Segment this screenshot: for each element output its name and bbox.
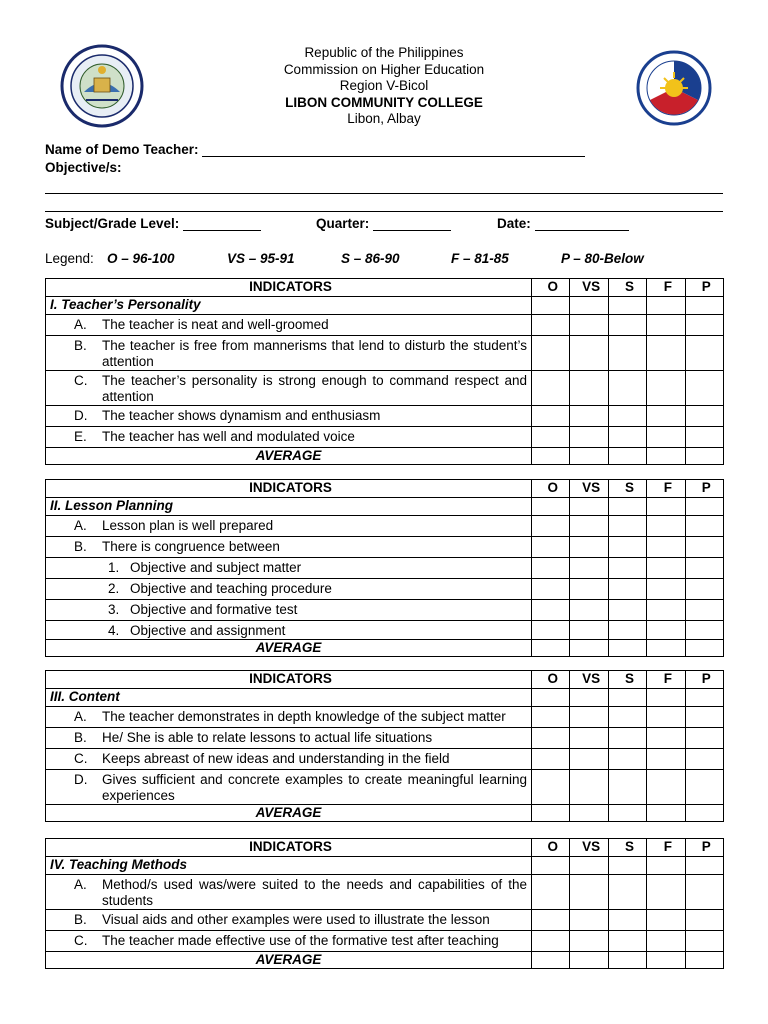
- average-cell[interactable]: [532, 448, 570, 465]
- rating-cell[interactable]: [608, 857, 646, 875]
- item-letter: A.: [74, 317, 87, 332]
- rating-header-p: P: [685, 279, 723, 297]
- rating-cell[interactable]: [532, 315, 570, 336]
- college-location: Libon, Albay: [347, 111, 421, 127]
- average-label: AVERAGE: [46, 805, 532, 822]
- rating-cell[interactable]: [647, 516, 685, 537]
- item-letter: B.: [74, 539, 87, 554]
- objective-line-1[interactable]: [45, 193, 723, 194]
- rating-cell[interactable]: [532, 297, 570, 315]
- rating-cell[interactable]: [647, 336, 685, 371]
- item-number: 4.: [108, 623, 120, 638]
- table-row: [46, 875, 724, 910]
- table-row: [46, 931, 724, 952]
- commission-line: Commission on Higher Education: [283, 61, 485, 77]
- document-header: [0, 45, 768, 128]
- rating-header-vs: VS: [570, 839, 608, 857]
- table-row: [46, 371, 724, 406]
- indicator-text: Visual aids and other examples were used to illustrate the lesson: [102, 912, 490, 927]
- indicator-text: Objective and formative test: [130, 602, 298, 617]
- average-cell[interactable]: [608, 448, 646, 465]
- demo-teacher-field: [45, 142, 723, 157]
- rating-header-p: P: [685, 839, 723, 857]
- item-number: 2.: [108, 581, 120, 596]
- rating-cell[interactable]: [532, 875, 570, 910]
- table-header-row: [46, 480, 724, 498]
- indicator-text: The teacher made effective use of the formative test after teaching: [102, 933, 499, 948]
- rating-header-f: F: [647, 839, 685, 857]
- rating-cell[interactable]: [647, 406, 685, 427]
- item-letter: A.: [74, 877, 87, 892]
- indicator-text: Objective and assignment: [130, 623, 286, 638]
- rating-cell[interactable]: [570, 498, 608, 516]
- legend-f: F – 81-85: [451, 251, 509, 266]
- rating-cell[interactable]: [647, 621, 685, 640]
- average-label: AVERAGE: [46, 640, 532, 657]
- legend-label: Legend:: [45, 251, 94, 266]
- rating-cell[interactable]: [647, 427, 685, 448]
- rating-cell[interactable]: [685, 728, 723, 749]
- rating-cell[interactable]: [532, 689, 570, 707]
- rating-cell[interactable]: [608, 749, 646, 770]
- indicator-text: The teacher shows dynamism and enthusiasm: [102, 408, 381, 423]
- rating-cell[interactable]: [570, 336, 608, 371]
- average-cell[interactable]: [647, 448, 685, 465]
- indicators-header: INDICATORS: [46, 279, 532, 297]
- rating-header-o: O: [532, 671, 570, 689]
- rating-cell[interactable]: [532, 336, 570, 371]
- section-title: IV. Teaching Methods: [46, 857, 532, 875]
- table-row: [46, 621, 724, 640]
- rating-cell[interactable]: [608, 336, 646, 371]
- average-cell[interactable]: [570, 805, 608, 822]
- average-row: [46, 805, 724, 822]
- legend-vs: VS – 95-91: [227, 251, 295, 266]
- rating-cell[interactable]: [685, 315, 723, 336]
- table-row: [46, 910, 724, 931]
- rating-cell[interactable]: [532, 371, 570, 406]
- rating-header-o: O: [532, 480, 570, 498]
- rating-cell[interactable]: [608, 406, 646, 427]
- rating-cell[interactable]: [532, 427, 570, 448]
- rating-cell[interactable]: [647, 931, 685, 952]
- rating-cell[interactable]: [570, 931, 608, 952]
- table-row: [46, 600, 724, 621]
- demo-teacher-label: Name of Demo Teacher:: [45, 142, 199, 157]
- rating-cell[interactable]: [608, 707, 646, 728]
- rating-cell[interactable]: [570, 427, 608, 448]
- rating-cell[interactable]: [647, 600, 685, 621]
- rating-cell[interactable]: [685, 371, 723, 406]
- subject-label: Subject/Grade Level:: [45, 216, 180, 231]
- rating-cell[interactable]: [570, 749, 608, 770]
- rating-cell[interactable]: [647, 910, 685, 931]
- item-letter: D.: [74, 408, 88, 423]
- rating-cell[interactable]: [532, 406, 570, 427]
- average-cell[interactable]: [685, 640, 723, 657]
- table-row: [46, 315, 724, 336]
- table-header-row: [46, 839, 724, 857]
- table-row: [46, 537, 724, 558]
- average-cell[interactable]: [608, 640, 646, 657]
- rating-cell[interactable]: [532, 516, 570, 537]
- rating-cell[interactable]: [608, 537, 646, 558]
- section-title: III. Content: [46, 689, 532, 707]
- table-header-row: [46, 671, 724, 689]
- average-cell[interactable]: [532, 952, 570, 969]
- table-row: [46, 427, 724, 448]
- subject-input[interactable]: [183, 218, 261, 231]
- average-cell[interactable]: [685, 805, 723, 822]
- rating-cell[interactable]: [647, 498, 685, 516]
- rating-cell[interactable]: [647, 875, 685, 910]
- rating-cell[interactable]: [685, 406, 723, 427]
- quarter-label: Quarter:: [316, 216, 370, 231]
- rating-cell[interactable]: [532, 558, 570, 579]
- rating-cell[interactable]: [532, 537, 570, 558]
- rating-cell[interactable]: [685, 875, 723, 910]
- rating-header-s: S: [608, 839, 646, 857]
- indicator-text: Gives sufficient and concrete examples to create meaningful learning experiences: [102, 772, 527, 803]
- rating-cell[interactable]: [608, 689, 646, 707]
- average-cell[interactable]: [532, 805, 570, 822]
- rating-header-f: F: [647, 480, 685, 498]
- indicator-text: The teacher has well and modulated voice: [102, 429, 355, 444]
- quarter-input[interactable]: [373, 218, 451, 231]
- lesson-planning-table: [45, 479, 724, 657]
- rating-header-s: S: [608, 480, 646, 498]
- rating-cell[interactable]: [532, 857, 570, 875]
- rating-cell[interactable]: [532, 770, 570, 805]
- rating-cell[interactable]: [608, 600, 646, 621]
- rating-cell[interactable]: [647, 579, 685, 600]
- personality-table: [45, 278, 724, 465]
- rating-cell[interactable]: [570, 406, 608, 427]
- item-letter: B.: [74, 730, 87, 745]
- rating-cell[interactable]: [647, 315, 685, 336]
- rating-cell[interactable]: [608, 498, 646, 516]
- table-row: [46, 558, 724, 579]
- section-title: II. Lesson Planning: [46, 498, 532, 516]
- rating-cell[interactable]: [685, 621, 723, 640]
- rating-cell[interactable]: [685, 579, 723, 600]
- rating-cell[interactable]: [608, 371, 646, 406]
- rating-cell[interactable]: [685, 749, 723, 770]
- indicator-text: Method/s used was/were suited to the needs and capabilities of the students: [102, 877, 527, 908]
- objective-field: [45, 160, 723, 175]
- indicators-header: INDICATORS: [46, 839, 532, 857]
- rating-cell[interactable]: [608, 516, 646, 537]
- average-row: [46, 952, 724, 969]
- college-name: LIBON COMMUNITY COLLEGE: [285, 94, 483, 110]
- rating-cell[interactable]: [570, 579, 608, 600]
- average-label: AVERAGE: [46, 952, 532, 969]
- rating-cell[interactable]: [570, 621, 608, 640]
- rating-cell[interactable]: [570, 875, 608, 910]
- rating-cell[interactable]: [608, 875, 646, 910]
- item-number: 1.: [108, 560, 120, 575]
- rating-header-vs: VS: [570, 671, 608, 689]
- rating-header-s: S: [608, 279, 646, 297]
- rating-cell[interactable]: [685, 931, 723, 952]
- item-letter: C.: [74, 751, 88, 766]
- rating-cell[interactable]: [570, 689, 608, 707]
- rating-cell[interactable]: [608, 427, 646, 448]
- rating-cell[interactable]: [685, 857, 723, 875]
- rating-cell[interactable]: [532, 707, 570, 728]
- item-number: 3.: [108, 602, 120, 617]
- average-cell[interactable]: [570, 952, 608, 969]
- indicator-text: The teacher is neat and well-groomed: [102, 317, 329, 332]
- table-row: [46, 749, 724, 770]
- rating-header-vs: VS: [570, 279, 608, 297]
- rating-cell[interactable]: [570, 537, 608, 558]
- average-cell[interactable]: [647, 805, 685, 822]
- rating-cell[interactable]: [647, 770, 685, 805]
- rating-cell[interactable]: [608, 579, 646, 600]
- rating-header-p: P: [685, 671, 723, 689]
- legend-s: S – 86-90: [341, 251, 400, 266]
- rating-cell[interactable]: [570, 707, 608, 728]
- rating-cell[interactable]: [647, 558, 685, 579]
- average-cell[interactable]: [570, 448, 608, 465]
- average-label: AVERAGE: [46, 448, 532, 465]
- average-row: [46, 640, 724, 657]
- rating-cell[interactable]: [532, 600, 570, 621]
- average-cell[interactable]: [570, 640, 608, 657]
- table-row: [46, 707, 724, 728]
- item-letter: A.: [74, 709, 87, 724]
- rating-cell[interactable]: [685, 498, 723, 516]
- indicator-text: He/ She is able to relate lessons to actual life situations: [102, 730, 433, 745]
- indicator-text: The teacher is free from mannerisms that lend to disturb the student’s attention: [102, 338, 527, 369]
- quarter-field: [316, 216, 451, 231]
- rating-cell[interactable]: [608, 297, 646, 315]
- rating-cell[interactable]: [532, 749, 570, 770]
- item-letter: B.: [74, 912, 87, 927]
- objective-line-2[interactable]: [45, 211, 723, 212]
- rating-cell[interactable]: [608, 315, 646, 336]
- section-title: I. Teacher’s Personality: [46, 297, 532, 315]
- legend-o: O – 96-100: [107, 251, 175, 266]
- indicator-text: Keeps abreast of new ideas and understanding in the field: [102, 751, 450, 766]
- objective-label: Objective/s:: [45, 160, 122, 175]
- rating-cell[interactable]: [647, 371, 685, 406]
- indicator-text: The teacher demonstrates in depth knowledge of the subject matter: [102, 709, 506, 724]
- rating-cell[interactable]: [685, 336, 723, 371]
- rating-cell[interactable]: [570, 770, 608, 805]
- rating-header-f: F: [647, 279, 685, 297]
- rating-cell[interactable]: [685, 689, 723, 707]
- rating-cell[interactable]: [570, 516, 608, 537]
- rating-cell[interactable]: [570, 315, 608, 336]
- average-cell[interactable]: [685, 952, 723, 969]
- table-row: [46, 406, 724, 427]
- item-letter: E.: [74, 429, 87, 444]
- rating-cell[interactable]: [570, 600, 608, 621]
- item-letter: A.: [74, 518, 87, 533]
- content-table: [45, 670, 724, 822]
- indicator-text: There is congruence between: [102, 539, 280, 554]
- rating-header-f: F: [647, 671, 685, 689]
- average-row: [46, 448, 724, 465]
- rating-cell[interactable]: [685, 600, 723, 621]
- table-row: [46, 516, 724, 537]
- rating-header-s: S: [608, 671, 646, 689]
- indicators-header: INDICATORS: [46, 480, 532, 498]
- item-letter: B.: [74, 338, 87, 353]
- rating-cell[interactable]: [647, 728, 685, 749]
- rating-cell[interactable]: [647, 749, 685, 770]
- rating-legend: [45, 251, 723, 269]
- rating-cell[interactable]: [570, 558, 608, 579]
- rating-cell[interactable]: [532, 910, 570, 931]
- average-cell[interactable]: [608, 952, 646, 969]
- rating-cell[interactable]: [647, 297, 685, 315]
- rating-cell[interactable]: [532, 621, 570, 640]
- item-letter: D.: [74, 772, 88, 787]
- average-cell[interactable]: [608, 805, 646, 822]
- rating-cell[interactable]: [647, 857, 685, 875]
- average-cell[interactable]: [647, 640, 685, 657]
- table-header-row: [46, 279, 724, 297]
- rating-cell[interactable]: [532, 498, 570, 516]
- region-line: Region V-Bicol: [339, 78, 429, 94]
- indicator-text: Objective and teaching procedure: [130, 581, 332, 596]
- indicators-header: INDICATORS: [46, 671, 532, 689]
- subject-field: [45, 216, 261, 231]
- rating-header-vs: VS: [570, 480, 608, 498]
- rating-cell[interactable]: [570, 910, 608, 931]
- rating-cell[interactable]: [608, 558, 646, 579]
- indicator-text: The teacher’s personality is strong enough to command respect and attention: [102, 373, 527, 404]
- rating-cell[interactable]: [608, 931, 646, 952]
- date-input[interactable]: [535, 218, 629, 231]
- rating-cell[interactable]: [685, 558, 723, 579]
- average-cell[interactable]: [685, 448, 723, 465]
- rating-cell[interactable]: [647, 689, 685, 707]
- table-row: [46, 336, 724, 371]
- rating-cell[interactable]: [685, 516, 723, 537]
- rating-cell[interactable]: [647, 707, 685, 728]
- rating-cell[interactable]: [570, 297, 608, 315]
- rating-cell[interactable]: [685, 770, 723, 805]
- rating-cell[interactable]: [685, 707, 723, 728]
- rating-cell[interactable]: [685, 427, 723, 448]
- rating-cell[interactable]: [685, 297, 723, 315]
- rating-cell[interactable]: [570, 857, 608, 875]
- demo-teacher-input[interactable]: [202, 144, 585, 157]
- average-cell[interactable]: [532, 640, 570, 657]
- rating-cell[interactable]: [608, 910, 646, 931]
- rating-cell[interactable]: [570, 371, 608, 406]
- rating-cell[interactable]: [570, 728, 608, 749]
- rating-cell[interactable]: [532, 931, 570, 952]
- rating-cell[interactable]: [608, 770, 646, 805]
- item-letter: C.: [74, 933, 88, 948]
- rating-cell[interactable]: [608, 728, 646, 749]
- rating-header-o: O: [532, 839, 570, 857]
- rating-cell[interactable]: [532, 579, 570, 600]
- rating-cell[interactable]: [685, 910, 723, 931]
- rating-cell[interactable]: [532, 728, 570, 749]
- rating-header-o: O: [532, 279, 570, 297]
- republic-line: Republic of the Philippines: [304, 45, 464, 60]
- rating-cell[interactable]: [685, 537, 723, 558]
- date-label: Date:: [497, 216, 531, 231]
- rating-header-p: P: [685, 480, 723, 498]
- date-field: [497, 216, 629, 231]
- indicator-text: Lesson plan is well prepared: [102, 518, 274, 533]
- rating-cell[interactable]: [608, 621, 646, 640]
- indicator-text: Objective and subject matter: [130, 560, 302, 575]
- table-row: [46, 579, 724, 600]
- item-letter: C.: [74, 373, 88, 388]
- teaching-methods-table: [45, 838, 724, 969]
- table-row: [46, 728, 724, 749]
- legend-p: P – 80-Below: [561, 251, 644, 266]
- table-row: [46, 770, 724, 805]
- rating-cell[interactable]: [647, 537, 685, 558]
- average-cell[interactable]: [647, 952, 685, 969]
